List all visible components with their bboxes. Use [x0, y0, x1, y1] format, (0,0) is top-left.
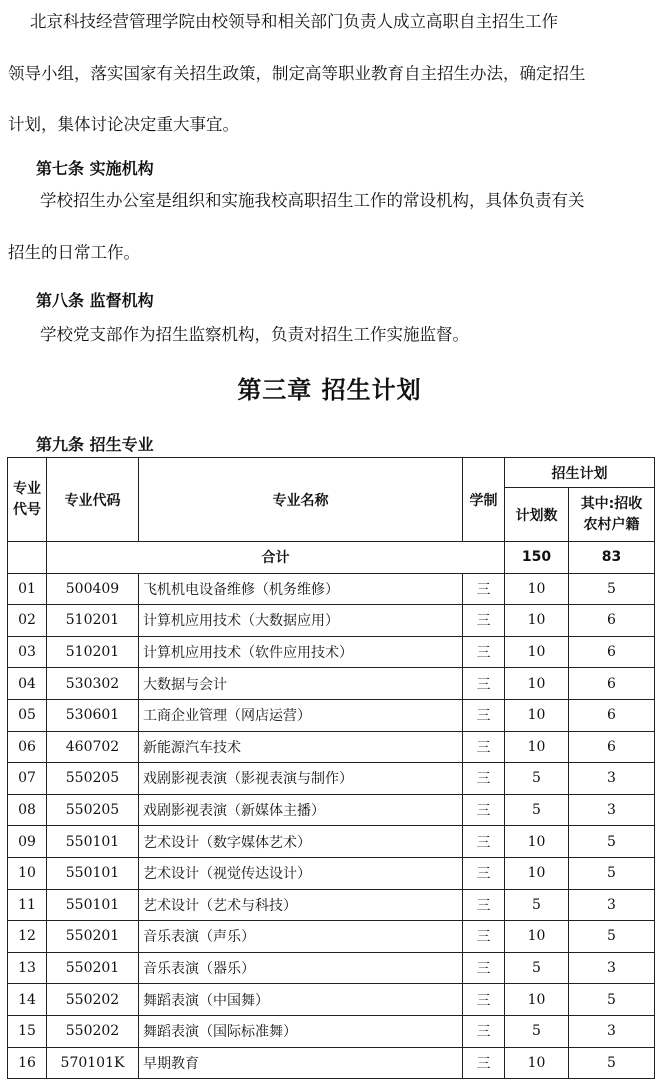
intro-line-2: 领导小组，落实国家有关招生政策，制定高等职业教育自主招生办法，确定招生: [8, 64, 586, 83]
table-row: [8, 731, 655, 763]
major-code-cell: 550202: [47, 1015, 139, 1047]
major-name-cell: 舞蹈表演（国际标准舞）: [139, 1015, 463, 1047]
plan-count-cell: 10: [505, 857, 569, 889]
major-code-cell: 550201: [47, 952, 139, 984]
enrollment-plan-table: [7, 457, 655, 1079]
rural-count-cell: 5: [569, 984, 655, 1016]
major-number-cell: 16: [8, 1047, 47, 1079]
duration-cell: 三: [463, 636, 505, 668]
rural-count-cell: 3: [569, 794, 655, 826]
plan-count-cell: 10: [505, 605, 569, 637]
header-rural-count: 其中:招收农村户籍: [569, 488, 655, 542]
major-number-cell: 12: [8, 921, 47, 953]
table-row: [8, 794, 655, 826]
major-name-cell: 新能源汽车技术: [139, 731, 463, 763]
major-code-cell: 550201: [47, 921, 139, 953]
major-number-cell: 13: [8, 952, 47, 984]
duration-cell: 三: [463, 921, 505, 953]
plan-count-cell: 10: [505, 921, 569, 953]
rural-count-cell: 3: [569, 952, 655, 984]
plan-count-cell: 5: [505, 889, 569, 921]
rural-count-cell: 3: [569, 763, 655, 795]
major-code-cell: 550101: [47, 857, 139, 889]
plan-count-cell: 10: [505, 731, 569, 763]
duration-cell: 三: [463, 889, 505, 921]
major-code-cell: 530302: [47, 668, 139, 700]
table-row: [8, 636, 655, 668]
major-code-cell: 500409: [47, 573, 139, 605]
header-major-code: 专业代码: [47, 458, 139, 542]
duration-cell: 三: [463, 1015, 505, 1047]
rural-count-cell: 3: [569, 889, 655, 921]
duration-cell: 三: [463, 826, 505, 858]
major-name-cell: 计算机应用技术（大数据应用）: [139, 605, 463, 637]
major-code-cell: 550101: [47, 889, 139, 921]
major-number-cell: 04: [8, 668, 47, 700]
duration-cell: 三: [463, 952, 505, 984]
duration-cell: 三: [463, 1047, 505, 1079]
table-row: [8, 699, 655, 731]
major-code-cell: 530601: [47, 699, 139, 731]
total-rural: 83: [569, 542, 655, 574]
rural-count-cell: 5: [569, 1047, 655, 1079]
table-row: [8, 857, 655, 889]
rural-count-cell: 6: [569, 731, 655, 763]
major-code-cell: 510201: [47, 636, 139, 668]
major-number-cell: 03: [8, 636, 47, 668]
major-name-cell: 飞机机电设备维修（机务维修）: [139, 573, 463, 605]
major-name-cell: 早期教育: [139, 1047, 463, 1079]
major-number-cell: 09: [8, 826, 47, 858]
major-number-cell: 10: [8, 857, 47, 889]
duration-cell: 三: [463, 668, 505, 700]
rural-count-cell: 6: [569, 636, 655, 668]
header-duration: 学制: [463, 458, 505, 542]
rural-count-cell: 6: [569, 668, 655, 700]
article-7-line-2: 招生的日常工作。: [8, 243, 140, 262]
major-name-cell: 艺术设计（艺术与科技）: [139, 889, 463, 921]
rural-count-cell: 5: [569, 857, 655, 889]
table-row: [8, 668, 655, 700]
header-enrollment-plan: 招生计划: [505, 458, 655, 488]
major-number-cell: 07: [8, 763, 47, 795]
total-label: 合计: [47, 542, 505, 574]
rural-count-cell: 6: [569, 605, 655, 637]
chapter-title: 第三章 招生计划: [237, 376, 422, 404]
article-8-line-1: 学校党支部作为招生监察机构，负责对招生工作实施监督。: [40, 325, 469, 344]
major-number-cell: 02: [8, 605, 47, 637]
intro-line-1: 北京科技经营管理学院由校领导和相关部门负责人成立高职自主招生工作: [30, 12, 558, 31]
duration-cell: 三: [463, 857, 505, 889]
major-number-cell: 08: [8, 794, 47, 826]
major-code-cell: 550202: [47, 984, 139, 1016]
total-plan: 150: [505, 542, 569, 574]
table-row: [8, 984, 655, 1016]
header-major-name: 专业名称: [139, 458, 463, 542]
duration-cell: 三: [463, 573, 505, 605]
plan-count-cell: 10: [505, 699, 569, 731]
rural-count-cell: 6: [569, 699, 655, 731]
article-9-title: 第九条 招生专业: [36, 435, 154, 454]
total-row: [8, 542, 655, 574]
major-name-cell: 计算机应用技术（软件应用技术）: [139, 636, 463, 668]
plan-count-cell: 5: [505, 1015, 569, 1047]
rural-count-cell: 5: [569, 921, 655, 953]
duration-cell: 三: [463, 605, 505, 637]
major-code-cell: 550101: [47, 826, 139, 858]
plan-count-cell: 5: [505, 763, 569, 795]
major-name-cell: 艺术设计（数字媒体艺术）: [139, 826, 463, 858]
rural-count-cell: 5: [569, 573, 655, 605]
rural-count-cell: 3: [569, 1015, 655, 1047]
table-row: [8, 889, 655, 921]
plan-count-cell: 10: [505, 1047, 569, 1079]
header-major-number: 专业代号: [8, 458, 47, 542]
article-8-title: 第八条 监督机构: [36, 291, 154, 310]
plan-count-cell: 5: [505, 794, 569, 826]
table-row: [8, 921, 655, 953]
major-name-cell: 工商企业管理（网店运营）: [139, 699, 463, 731]
major-name-cell: 戏剧影视表演（影视表演与制作）: [139, 763, 463, 795]
article-7-line-1: 学校招生办公室是组织和实施我校高职招生工作的常设机构，具体负责有关: [40, 191, 585, 210]
duration-cell: 三: [463, 731, 505, 763]
plan-count-cell: 10: [505, 668, 569, 700]
major-code-cell: 510201: [47, 605, 139, 637]
table-row: [8, 1015, 655, 1047]
major-name-cell: 音乐表演（器乐）: [139, 952, 463, 984]
table-row: [8, 826, 655, 858]
table-row: [8, 605, 655, 637]
plan-count-cell: 10: [505, 636, 569, 668]
major-code-cell: 570101K: [47, 1047, 139, 1079]
table-row: [8, 952, 655, 984]
article-7-title: 第七条 实施机构: [36, 159, 154, 178]
plan-count-cell: 10: [505, 573, 569, 605]
duration-cell: 三: [463, 699, 505, 731]
intro-line-3: 计划，集体讨论决定重大事宜。: [8, 115, 239, 134]
major-name-cell: 艺术设计（视觉传达设计）: [139, 857, 463, 889]
major-number-cell: 14: [8, 984, 47, 1016]
duration-cell: 三: [463, 984, 505, 1016]
total-empty-cell: [8, 542, 47, 574]
major-number-cell: 06: [8, 731, 47, 763]
rural-count-cell: 5: [569, 826, 655, 858]
major-number-cell: 15: [8, 1015, 47, 1047]
major-number-cell: 05: [8, 699, 47, 731]
table-row: [8, 1047, 655, 1079]
plan-count-cell: 5: [505, 952, 569, 984]
plan-count-cell: 10: [505, 826, 569, 858]
major-code-cell: 550205: [47, 763, 139, 795]
major-name-cell: 戏剧影视表演（新媒体主播）: [139, 794, 463, 826]
major-name-cell: 舞蹈表演（中国舞）: [139, 984, 463, 1016]
major-number-cell: 01: [8, 573, 47, 605]
major-number-cell: 11: [8, 889, 47, 921]
major-code-cell: 460702: [47, 731, 139, 763]
major-name-cell: 音乐表演（声乐）: [139, 921, 463, 953]
plan-count-cell: 10: [505, 984, 569, 1016]
header-plan-count: 计划数: [505, 488, 569, 542]
duration-cell: 三: [463, 763, 505, 795]
table-row: [8, 763, 655, 795]
table-row: [8, 573, 655, 605]
major-name-cell: 大数据与会计: [139, 668, 463, 700]
major-code-cell: 550205: [47, 794, 139, 826]
duration-cell: 三: [463, 794, 505, 826]
